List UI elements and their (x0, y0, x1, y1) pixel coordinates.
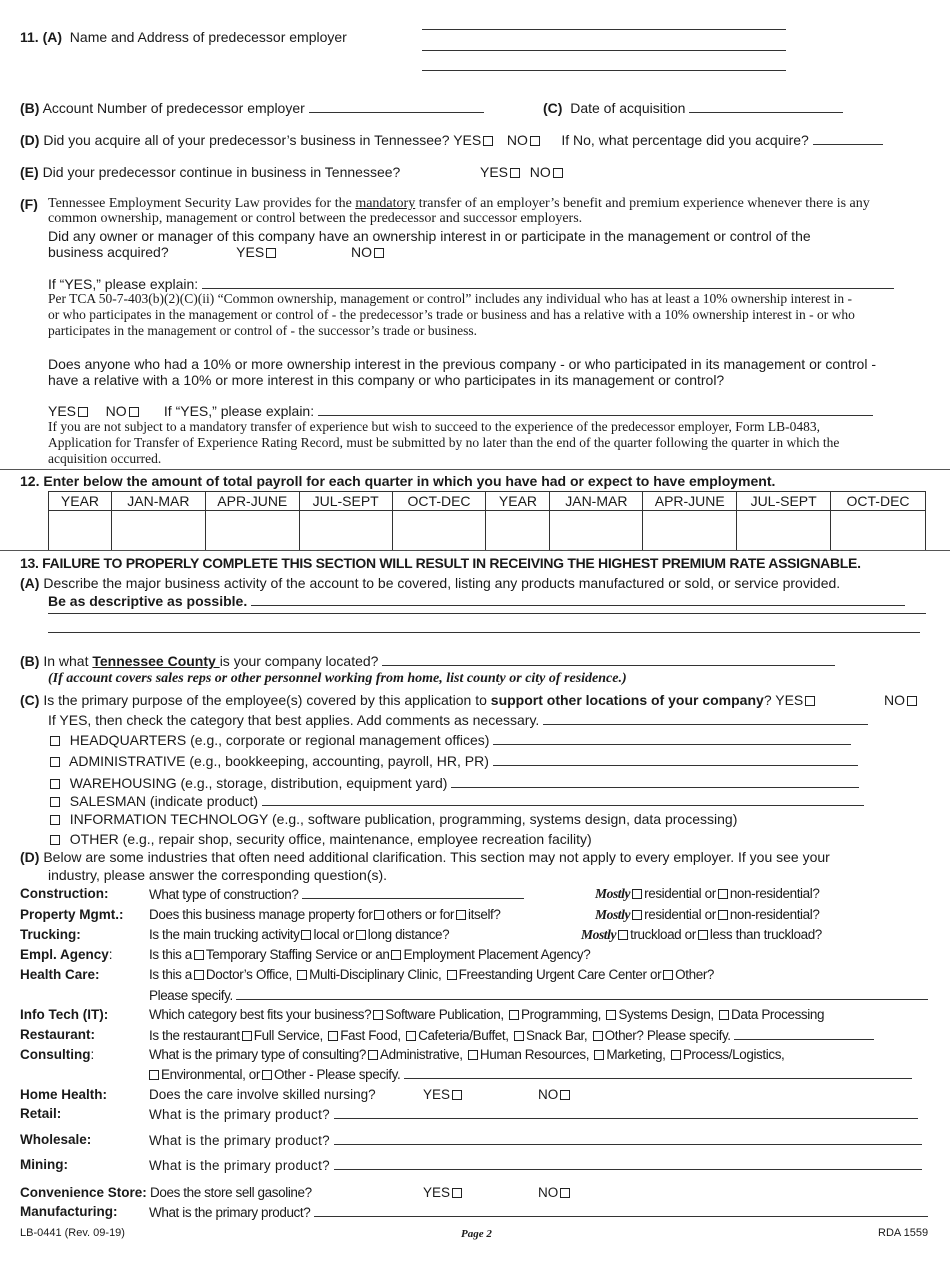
convenience-yes (423, 1185, 464, 1201)
property-q1: Does this business manage property for (149, 907, 373, 922)
payroll-header-cell: JUL-SEPT (299, 492, 392, 511)
q13c-bold: support other locations of your company (490, 692, 764, 708)
restaurant-question (149, 1027, 874, 1043)
wholesale-q: What is the primary product? (149, 1133, 330, 1148)
construction-mostly-label: Mostly (595, 886, 631, 901)
cons-other-checkbox[interactable] (262, 1070, 272, 1080)
rest-buffet-checkbox[interactable] (406, 1031, 416, 1041)
q11g-yes-label: YES (48, 403, 77, 419)
cons-marketing-checkbox[interactable] (594, 1050, 604, 1060)
trucking-local-checkbox[interactable] (301, 930, 311, 940)
empl-placement-checkbox[interactable] (391, 950, 401, 960)
empl-q1: Is this a (149, 947, 192, 962)
it-label: Info Tech (IT): (20, 1007, 109, 1022)
q13c-label: (C) (20, 692, 40, 708)
q11f-line-1 (48, 196, 870, 212)
q13d-label: (D) (20, 849, 40, 865)
cons-admin-checkbox[interactable] (368, 1050, 378, 1060)
notsub-line-2: Application for Transfer of Experience Rating Record, must be submitted by no later than the end of the quarter following the quarter in which the (48, 435, 840, 450)
q13c-yes-checkbox[interactable] (805, 696, 815, 706)
q11e-text: Did your predecessor continue in business in Tennessee? (42, 164, 401, 180)
payroll-header-cell: OCT-DEC (392, 492, 486, 511)
cat-it-row (48, 811, 737, 827)
q11g-explain-field[interactable] (318, 403, 873, 416)
q11g-no-label: NO (105, 403, 127, 419)
wholesale-product-field[interactable] (334, 1132, 922, 1145)
q11d-no-label: NO (506, 132, 528, 148)
cat-admin-label: ADMINISTRATIVE (e.g., bookkeeping, accounting, payroll, HR, PR) (69, 753, 489, 769)
section-13-title: 13. FAILURE TO PROPERLY COMPLETE THIS SECTION WILL RESULT IN RECEIVING THE HIGHEST PREMIUM RATE ASSIGNABLE. (20, 555, 861, 571)
construction-question (149, 886, 524, 902)
health-doctor-checkbox[interactable] (194, 970, 204, 980)
business-activity-field-2[interactable] (48, 613, 926, 614)
wholesale-question (149, 1132, 922, 1148)
property-question (149, 907, 501, 922)
q13d-row (20, 849, 830, 865)
rest-q6: Other? Please specify. (604, 1028, 731, 1043)
payroll-header-row (49, 492, 926, 511)
cat-wh-field[interactable] (451, 775, 859, 788)
it-q4: Systems Design, (618, 1007, 714, 1022)
health-question (149, 967, 714, 982)
q11g-yes-checkbox[interactable] (78, 407, 88, 417)
it-q2: Software Publication, (385, 1007, 504, 1022)
q11b-label: (B) (20, 100, 40, 116)
mining-question (149, 1157, 922, 1173)
consulting-label (20, 1047, 94, 1062)
payroll-header-cell: APR-JUNE (205, 492, 299, 511)
q11e-label: (E) (20, 164, 39, 180)
q11f-explain-row (48, 276, 894, 292)
trucking-question (149, 927, 449, 942)
property-nonres-label: non-residential? (729, 907, 820, 922)
cons-q4: Marketing, (606, 1047, 666, 1062)
cons-q1: What is the primary type of consulting? (149, 1047, 367, 1062)
q11c-text: Date of acquisition (570, 100, 686, 116)
trucking-label: Trucking: (20, 927, 81, 942)
trucking-truckload-checkbox[interactable] (618, 930, 628, 940)
q13b-label: (B) (20, 653, 40, 669)
it-q3: Programming, (521, 1007, 602, 1022)
cons-specify-field[interactable] (404, 1066, 912, 1079)
payroll-table (48, 491, 926, 551)
predecessor-name-line-2[interactable] (422, 50, 786, 51)
q13a-row-2 (48, 593, 905, 609)
cat-admin-field[interactable] (493, 753, 858, 766)
cat-sales-field[interactable] (262, 793, 864, 806)
percent-acquired-field[interactable] (813, 132, 883, 145)
trucking-mostly (581, 927, 822, 943)
q13b-post: is your company located? (219, 653, 379, 669)
q11e-row (20, 164, 400, 180)
q13a-row (20, 575, 840, 591)
q11f-pre: Tennessee Employment Security Law provides for the (48, 196, 356, 211)
mining-label: Mining: (20, 1157, 68, 1172)
health-q1: Is this a (149, 967, 192, 982)
conv-yes-label: YES (423, 1185, 451, 1200)
property-itself-checkbox[interactable] (456, 910, 466, 920)
trucking-less-label: less than truckload? (709, 927, 822, 942)
payroll-cell-jan-mar-2[interactable] (550, 511, 643, 551)
hh-no-label: NO (538, 1087, 559, 1102)
rda-number: RDA 1559 (878, 1227, 929, 1239)
payroll-cell-jul-sept-2[interactable] (737, 511, 831, 551)
conv-yes-checkbox[interactable] (452, 1188, 462, 1198)
empl-q3: Employment Placement Agency? (403, 947, 591, 962)
cons-q7: Other - Please specify. (274, 1067, 401, 1082)
health-label: Health Care: (20, 967, 100, 982)
construction-mostly (595, 886, 819, 902)
q13a-text: Describe the major business activity of the account to be covered, listing any products manufactured or sold, or service provided. (43, 575, 841, 591)
q13c-comment-field[interactable] (543, 712, 868, 725)
manufacturing-question (149, 1204, 928, 1220)
home-health-yes (423, 1087, 464, 1103)
property-q2: others or for (386, 907, 455, 922)
q11b-row (20, 100, 484, 116)
cat-other-label: OTHER (e.g., repair shop, security office, maintenance, employee recreation facility) (69, 831, 592, 847)
construction-residential-label: residential or (644, 886, 716, 901)
q13a-descriptive: Be as descriptive as possible. (48, 593, 248, 609)
hh-yes-label: YES (423, 1087, 451, 1102)
construction-q-text: What type of construction? (149, 887, 299, 902)
empl-temp-checkbox[interactable] (194, 950, 204, 960)
payroll-cell-apr-june-1[interactable] (205, 511, 299, 551)
retail-question (149, 1106, 918, 1122)
trucking-truckload-label: truckload or (630, 927, 696, 942)
q11a-number: 11. (A) (20, 29, 63, 45)
empl-agency-label-text: Empl. Agency (20, 947, 109, 962)
q13a-label: (A) (20, 575, 40, 591)
cat-it-checkbox[interactable] (50, 815, 60, 825)
manu-q: What is the primary product? (149, 1205, 311, 1220)
divider-12 (0, 469, 950, 470)
form-number: LB-0441 (Rev. 09-19) (20, 1227, 125, 1239)
it-data-checkbox[interactable] (719, 1010, 729, 1020)
q13c-no-label: NO (884, 692, 905, 708)
cons-q3: Human Resources, (479, 1047, 590, 1062)
q13c-row (20, 692, 817, 708)
payroll-cell-year-2[interactable] (486, 511, 550, 551)
payroll-header-cell: YEAR (49, 492, 112, 511)
q11f-mandatory: mandatory (355, 196, 416, 211)
health-other-checkbox[interactable] (663, 970, 673, 980)
manu-product-field[interactable] (314, 1204, 928, 1217)
cat-wh-checkbox[interactable] (50, 779, 60, 789)
q11e-no-label: NO (529, 164, 551, 180)
q11g-explain-label: If “YES,” please explain: (163, 403, 315, 419)
convenience-label: Convenience Store: (20, 1185, 147, 1200)
property-residential-label: residential or (644, 907, 716, 922)
cat-sales-checkbox[interactable] (50, 797, 60, 807)
retail-product-field[interactable] (334, 1106, 918, 1119)
q11f-explain-label: If “YES,” please explain: (48, 276, 199, 292)
q11d-label: (D) (20, 132, 40, 148)
q13c-instructions: If YES, then check the category that best applies. Add comments as necessary. (48, 712, 540, 728)
q11e-yes-checkbox[interactable] (510, 168, 520, 178)
q11f-explain-field[interactable] (202, 276, 894, 289)
it-q1: Which category best fits your business? (149, 1007, 372, 1022)
it-systems-checkbox[interactable] (606, 1010, 616, 1020)
hh-yes-checkbox[interactable] (452, 1090, 462, 1100)
business-activity-field-1[interactable] (251, 593, 905, 606)
health-urgent-checkbox[interactable] (447, 970, 457, 980)
q13c-no-checkbox[interactable] (907, 696, 917, 706)
q11c-row (543, 100, 843, 116)
home-health-question: Does the care involve skilled nursing? (149, 1087, 376, 1102)
q13b-row (20, 653, 835, 669)
construction-label: Construction: (20, 886, 109, 901)
cons-environmental-checkbox[interactable] (149, 1070, 159, 1080)
cat-hq-field[interactable] (493, 732, 851, 745)
property-mostly (595, 907, 819, 923)
payroll-cell-oct-dec-1[interactable] (392, 511, 486, 551)
cons-hr-checkbox[interactable] (468, 1050, 478, 1060)
cat-hq-checkbox[interactable] (50, 736, 60, 746)
rest-specify-field[interactable] (734, 1027, 874, 1040)
wholesale-label: Wholesale: (20, 1132, 92, 1147)
consulting-label-text: Consulting (20, 1047, 91, 1062)
mining-q: What is the primary product? (149, 1158, 330, 1173)
trucking-q1: Is the main trucking activity (149, 927, 300, 942)
rest-q3: Fast Food, (340, 1028, 401, 1043)
payroll-header-cell: JAN-MAR (111, 492, 205, 511)
it-programming-checkbox[interactable] (509, 1010, 519, 1020)
payroll-header-cell: OCT-DEC (831, 492, 926, 511)
property-nonres-checkbox[interactable] (718, 910, 728, 920)
notsub-line-1: If you are not subject to a mandatory transfer of experience but wish to succeed to the experience of the predecessor employer, Form LB-0483, (48, 419, 821, 434)
conv-no-checkbox[interactable] (560, 1188, 570, 1198)
tca-line-1: Per TCA 50-7-403(b)(2)(C)(ii) “Common ownership, management or control” includes any individual who has at least a 10% ownership interest in - (48, 291, 852, 306)
payroll-cell-year-1[interactable] (49, 511, 112, 551)
property-others-checkbox[interactable] (374, 910, 384, 920)
anyone-line-2: have a relative with a 10% or more interest in this company or who participates in its management or control? (48, 372, 725, 388)
q11a-row (20, 29, 347, 45)
home-health-label: Home Health: (20, 1087, 108, 1102)
retail-label: Retail: (20, 1106, 62, 1121)
payroll-cell-jul-sept-1[interactable] (299, 511, 392, 551)
rest-q1: Is the restaurant (149, 1028, 240, 1043)
rest-snack-checkbox[interactable] (514, 1031, 524, 1041)
retail-q: What is the primary product? (149, 1107, 330, 1122)
construction-residential-checkbox[interactable] (632, 889, 642, 899)
payroll-cell-oct-dec-2[interactable] (831, 511, 926, 551)
payroll-cell-apr-june-2[interactable] (643, 511, 737, 551)
health-q5: Other? (675, 967, 715, 982)
convenience-no (538, 1185, 572, 1201)
q11f-post: transfer of an employer’s benefit and premium experience whenever there is any (415, 196, 870, 211)
rest-full-checkbox[interactable] (242, 1031, 252, 1041)
q11f-line-4 (48, 244, 386, 260)
trucking-q3: long distance? (367, 927, 450, 942)
tca-line-2: or who participates in the management or control of - the predecessor’s trade or business and has a relative with a 10% ownership interest in - or who (48, 307, 855, 322)
payroll-header-cell: YEAR (486, 492, 550, 511)
q11d-no-checkbox[interactable] (530, 136, 540, 146)
health-clinic-checkbox[interactable] (297, 970, 307, 980)
health-q4: Freestanding Urgent Care Center or (458, 967, 662, 982)
cat-hq-row (48, 732, 851, 748)
q11c-label: (C) (543, 100, 563, 116)
q11f-label: (F) (20, 196, 38, 212)
q11f-line-3: Did any owner or manager of this company have an ownership interest in or participate in the management or control of the (48, 228, 811, 244)
cat-wh-label: WAREHOUSING (e.g., storage, distribution, equipment yard) (69, 775, 448, 791)
construction-nonres-checkbox[interactable] (718, 889, 728, 899)
cat-admin-row (48, 753, 858, 769)
payroll-header-cell: APR-JUNE (643, 492, 737, 511)
rest-q4: Cafeteria/Buffet, (418, 1028, 509, 1043)
health-q2: Doctor’s Office, (205, 967, 292, 982)
home-health-no (538, 1087, 572, 1103)
trucking-less-checkbox[interactable] (698, 930, 708, 940)
q13c-pre: Is the primary purpose of the employee(s) covered by this application to (43, 692, 491, 708)
q13b-pre: In what (43, 653, 93, 669)
property-residential-checkbox[interactable] (632, 910, 642, 920)
section-12-title: 12. Enter below the amount of total payroll for each quarter in which you have had or expect to have employment. (20, 473, 776, 489)
empl-q2: Temporary Staffing Service or an (205, 947, 390, 962)
convenience-question: Does the store sell gasoline? (150, 1185, 312, 1200)
account-number-field[interactable] (309, 100, 484, 113)
q11d-percent-text: If No, what percentage did you acquire? (561, 132, 809, 148)
empl-agency-label (20, 947, 113, 962)
county-field[interactable] (382, 653, 835, 666)
restaurant-label: Restaurant: (20, 1027, 96, 1042)
trucking-mostly-label: Mostly (581, 927, 617, 942)
conv-no-label: NO (538, 1185, 559, 1200)
hh-no-checkbox[interactable] (560, 1090, 570, 1100)
notsub-line-3: acquisition occurred. (48, 451, 162, 466)
cons-q6: Environmental, or (161, 1067, 260, 1082)
consulting-question-2 (149, 1066, 912, 1082)
empl-agency-colon: : (108, 947, 113, 962)
q11b-text: Account Number of predecessor employer (42, 100, 305, 116)
q13d-line-2: industry, please answer the corresponding question(s). (48, 867, 388, 883)
q11d-yes-label: YES (453, 132, 482, 148)
q11e-options (480, 164, 565, 180)
manufacturing-label: Manufacturing: (20, 1204, 118, 1219)
q11d-text: Did you acquire all of your predecessor’s business in Tennessee? (43, 132, 450, 148)
rest-q5: Snack Bar, (525, 1028, 588, 1043)
health-specify-row (149, 987, 928, 1003)
q13c-line-2 (48, 712, 868, 728)
rest-other-checkbox[interactable] (593, 1031, 603, 1041)
health-q3: Multi-Disciplinary Clinic, (309, 967, 442, 982)
q11d-yes-checkbox[interactable] (483, 136, 493, 146)
empl-question (149, 947, 590, 962)
q13c-yes-label: ? YES (763, 692, 804, 708)
q13d-line-1: Below are some industries that often need additional clarification. This section may not apply to every employer. If you see your (43, 849, 830, 865)
q11f-no-label: NO (350, 244, 372, 260)
cat-other-checkbox[interactable] (50, 835, 60, 845)
health-specify-field[interactable] (236, 987, 928, 1000)
construction-type-field[interactable] (302, 886, 524, 899)
property-label: Property Mgmt.: (20, 907, 124, 922)
predecessor-name-line-3[interactable] (422, 70, 786, 71)
rest-q2: Full Service, (253, 1028, 323, 1043)
payroll-cell-jan-mar-1[interactable] (111, 511, 205, 551)
q13c-no (884, 692, 919, 708)
health-specify-label: Please specify. (149, 988, 233, 1003)
business-activity-field-3[interactable] (48, 632, 920, 633)
it-question (149, 1007, 824, 1022)
cons-process-checkbox[interactable] (671, 1050, 681, 1060)
divider-13 (0, 550, 950, 551)
rest-fast-checkbox[interactable] (328, 1031, 338, 1041)
mining-product-field[interactable] (334, 1157, 922, 1170)
q11g-row (48, 403, 873, 419)
cat-sales-label: SALESMAN (indicate product) (69, 793, 259, 809)
q11f-yes-label: YES (236, 244, 265, 260)
predecessor-name-line-1[interactable] (422, 29, 786, 30)
cons-q2: Administrative, (380, 1047, 463, 1062)
trucking-long-checkbox[interactable] (356, 930, 366, 940)
q11e-no-checkbox[interactable] (553, 168, 563, 178)
acquisition-date-field[interactable] (689, 100, 843, 113)
cons-q5: Process/Logistics, (682, 1047, 785, 1062)
anyone-line-1: Does anyone who had a 10% or more ownership interest in the previous company - or who participated in its management or control - (48, 356, 876, 372)
consulting-question (149, 1047, 784, 1062)
page-number: Page 2 (461, 1228, 492, 1240)
cat-sales-row (48, 793, 864, 809)
payroll-header-cell: JAN-MAR (550, 492, 643, 511)
q11a-text: Name and Address of predecessor employer (69, 29, 347, 45)
cat-other-row (48, 831, 592, 847)
q11f-business-acquired: business acquired? (48, 244, 169, 260)
q11d-row (20, 132, 883, 148)
it-q5: Data Processing (731, 1007, 825, 1022)
cat-hq-label: HEADQUARTERS (e.g., corporate or regional management offices) (69, 732, 490, 748)
construction-nonres-label: non-residential? (729, 886, 820, 901)
cat-admin-checkbox[interactable] (50, 757, 60, 767)
q13b-county: Tennessee County (92, 653, 220, 669)
q11e-yes-label: YES (480, 164, 509, 180)
consulting-colon: : (90, 1047, 95, 1062)
tca-line-3: participates in the management or control of - the successor’s trade or business. (48, 323, 477, 338)
q11f-no-checkbox[interactable] (374, 248, 384, 258)
q13b-note: (If account covers sales reps or other personnel working from home, list county or city of residence.) (48, 671, 627, 686)
trucking-q2: local or (313, 927, 354, 942)
payroll-header-cell: JUL-SEPT (737, 492, 831, 511)
property-mostly-label: Mostly (595, 907, 631, 922)
it-software-checkbox[interactable] (373, 1010, 383, 1020)
q11g-no-checkbox[interactable] (129, 407, 139, 417)
payroll-input-row (49, 511, 926, 551)
q11f-yes-checkbox[interactable] (266, 248, 276, 258)
cat-wh-row (48, 775, 859, 791)
property-q3: itself? (468, 907, 501, 922)
q11f-line-2: common ownership, management or control between the predecessor and successor employers. (48, 211, 583, 226)
cat-it-label: INFORMATION TECHNOLOGY (e.g., software publication, programming, systems design, data processing) (69, 811, 738, 827)
